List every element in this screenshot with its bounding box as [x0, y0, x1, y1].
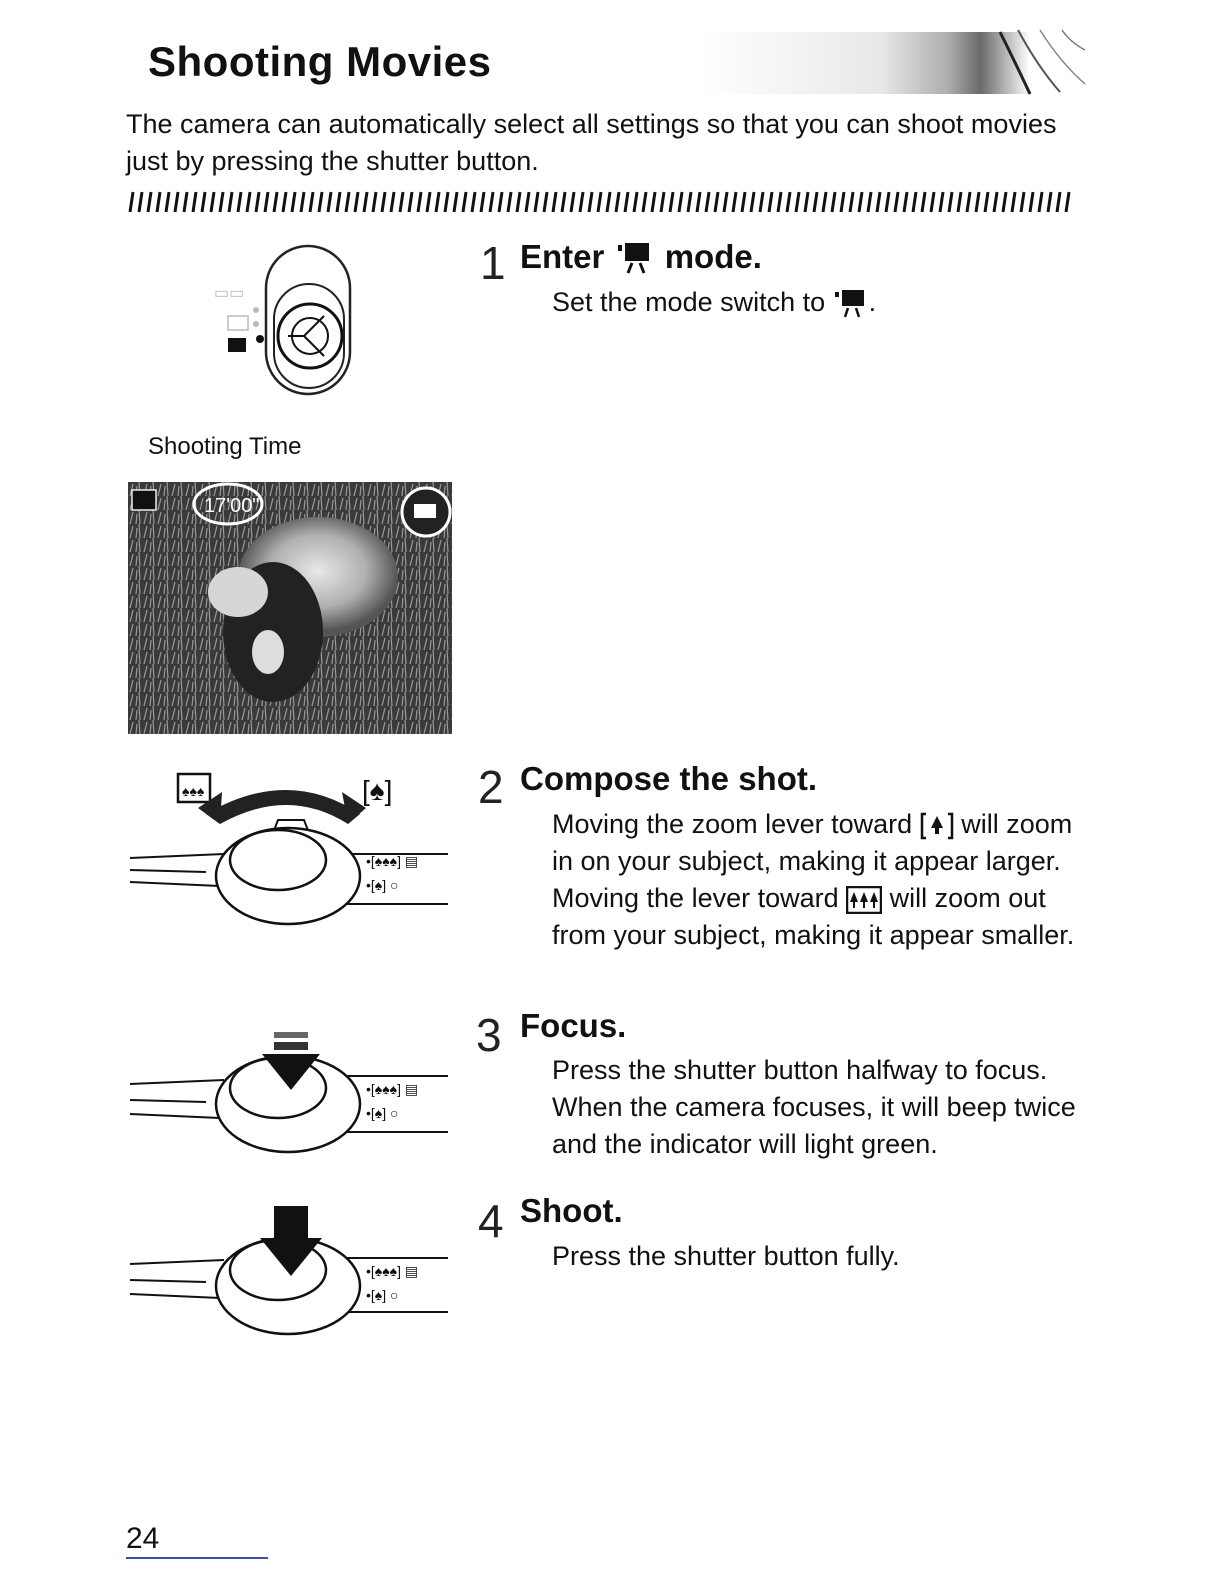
svg-text:•[♠♠♠] ▤: •[♠♠♠] ▤	[366, 1081, 419, 1097]
intro-paragraph: The camera can automatically select all settings so that you can shoot movies just by pressing the shutter button.	[126, 109, 1057, 176]
svg-text:•[♠♠♠] ▤: •[♠♠♠] ▤	[366, 1263, 419, 1279]
svg-text:•[♠] ○: •[♠] ○	[366, 877, 399, 893]
step-3-body: Press the shutter button halfway to focus. When the camera focuses, it will beep twice and the indicator will light green.	[552, 1055, 1076, 1159]
svg-text:▭▭: ▭▭	[214, 285, 245, 302]
zoom-lever-illustration	[128, 762, 452, 930]
step-1-title-suffix: mode.	[664, 238, 762, 275]
mode-switch-illustration	[128, 232, 452, 412]
step-2-number: 2	[478, 761, 504, 813]
telephoto-icon: [♠]	[362, 775, 393, 806]
step-4-body: Press the shutter button fully.	[552, 1241, 900, 1271]
page-title: Shooting Movies	[148, 38, 492, 85]
step-4-number: 4	[478, 1195, 504, 1247]
step-3-number: 3	[476, 1009, 502, 1061]
step-1-number: 1	[480, 237, 506, 289]
telephoto-icon	[920, 812, 954, 840]
shutter-half-press-illustration	[128, 1030, 452, 1160]
header-decoration	[700, 22, 1090, 102]
lcd-screen-photo	[128, 482, 452, 734]
svg-text:•[♠♠♠] ▤: •[♠♠♠] ▤	[366, 853, 419, 869]
step-1-body-period: .	[868, 287, 877, 317]
wide-angle-icon: ♠♠♠	[182, 783, 205, 799]
lcd-time-readout: 17'00"	[204, 495, 260, 517]
step-1-body-text: Set the mode switch to	[552, 287, 826, 317]
shooting-time-label: Shooting Time	[148, 433, 302, 460]
step-2-body-part-2: will zoom in on your subject, making it appear larger. Moving the lever toward	[552, 809, 1073, 913]
step-2-title: Compose the shot.	[520, 760, 818, 797]
page-number-rule	[126, 1557, 268, 1559]
step-2-body	[552, 806, 1082, 954]
step-2-body-part-3: will zoom out from your subject, making it appear smaller.	[552, 883, 1075, 950]
hatched-divider	[128, 190, 1072, 214]
step-1-title-prefix: Enter	[520, 238, 605, 275]
step-4-title: Shoot.	[520, 1192, 623, 1229]
shutter-full-press-illustration	[128, 1200, 452, 1340]
movie-mode-indicator-icon	[414, 504, 436, 518]
step-1-title	[520, 238, 762, 276]
wide-angle-icon	[846, 886, 882, 914]
svg-text:•[♠] ○: •[♠] ○	[366, 1105, 399, 1121]
svg-text:•[♠] ○: •[♠] ○	[366, 1287, 399, 1303]
step-1-body	[552, 284, 1082, 321]
movie-camera-icon	[614, 243, 656, 275]
step-3-title: Focus.	[520, 1007, 627, 1044]
movie-camera-icon	[833, 290, 869, 318]
step-2-body-part-1: Moving the zoom lever toward	[552, 809, 913, 839]
movie-camera-icon	[228, 338, 246, 352]
page-number: 24	[126, 1522, 160, 1555]
